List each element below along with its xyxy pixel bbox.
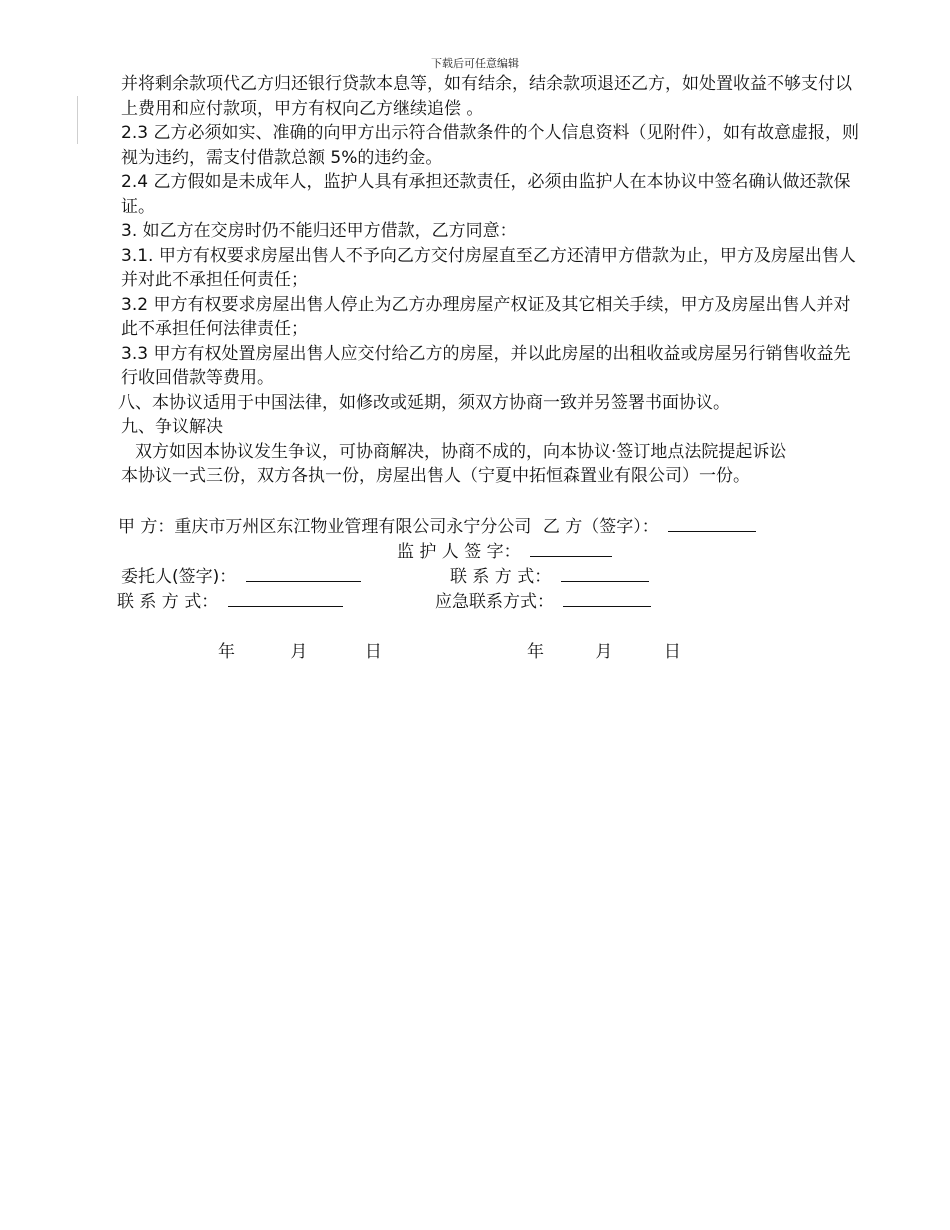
party-b-label: 乙 方（签字）： — [542, 517, 659, 537]
agreement-body — [118, 72, 863, 489]
dispute-text: 双方如因本协议发生争议，可协商解决，协商不成的，向本协议·签订地点法院提起诉讼 — [135, 441, 787, 462]
guardian-line — [397, 540, 612, 563]
party-a-line — [118, 515, 756, 538]
agent-label: 委托人(签字)： — [121, 567, 237, 587]
paragraph-remaining-funds: 并将剩余款项代乙方归还银行贷款本息等，如有结余，结余款项退还乙方，如处置收益不够支付以上费用和应付款项，甲方有权向乙方继续追偿 。 — [121, 74, 852, 119]
agent-line — [121, 565, 361, 588]
date-party-b — [527, 637, 681, 662]
emergency-contact-line — [435, 590, 651, 613]
contact-a-line — [117, 590, 343, 613]
paragraph-3: 3. 如乙方在交房时仍不能归还甲方借款，乙方同意： — [121, 221, 517, 241]
contact-b-line — [450, 565, 649, 588]
day-label: 日 — [364, 642, 382, 662]
paragraph-2-3: 2.3 乙方必须如实、准确的向甲方出示符合借款条件的个人信息资料（见附件），如有故意虚报，则视为违约，需支付借款总额 5%的违约金。 — [121, 123, 859, 168]
guardian-signature-blank[interactable] — [530, 540, 612, 557]
month-label: 月 — [290, 642, 308, 662]
month-label: 月 — [595, 642, 613, 662]
emergency-contact-blank[interactable] — [563, 590, 651, 607]
guardian-label: 监 护 人 签 字： — [397, 542, 521, 562]
paragraph-3-1: 3.1. 甲方有权要求房屋出售人不予向乙方交付房屋直至乙方还清甲方借款为止，甲方及房屋出售人并对此不承担任何责任； — [121, 245, 856, 290]
copies-text: 本协议一式三份，双方各执一份，房屋出售人（宁夏中拓恒森置业有限公司）一份。 — [121, 466, 750, 486]
emergency-contact-label: 应急联系方式： — [435, 592, 554, 612]
party-b-signature-blank[interactable] — [668, 515, 756, 532]
header-note: 下载后可任意编辑 — [431, 57, 519, 70]
party-a-label: 甲 方：重庆市万州区东江物业管理有限公司永宁分公司 — [118, 517, 532, 537]
paragraph-2-4: 2.4 乙方假如是未成年人，监护人具有承担还款责任，必须由监护人在本协议中签名确认做还款保证。 — [121, 172, 851, 217]
day-label: 日 — [663, 642, 681, 662]
paragraph-3-2: 3.2 甲方有权要求房屋出售人停止为乙方办理房屋产权证及其它相关手续，甲方及房屋出售人并对此不承担任何法律责任； — [121, 294, 851, 339]
agent-signature-blank[interactable] — [246, 565, 361, 582]
year-label: 年 — [527, 642, 544, 662]
contact-b-label: 联 系 方 式： — [450, 567, 552, 587]
clause-8: 八、本协议适用于中国法律，如修改或延期，须双方协商一致并另签署书面协议。 — [118, 392, 730, 413]
contact-a-blank[interactable] — [228, 590, 343, 607]
paragraph-3-3: 3.3 甲方有权处置房屋出售人应交付给乙方的房屋，并以此房屋的出租收益或房屋另行销售收益先行收回借款等费用。 — [121, 343, 851, 388]
margin-rule — [77, 96, 78, 144]
year-label: 年 — [218, 642, 235, 662]
contact-b-blank[interactable] — [561, 565, 649, 582]
clause-9-heading: 九、争议解决 — [121, 417, 223, 437]
contact-a-label: 联 系 方 式： — [117, 592, 219, 612]
date-party-a — [218, 637, 382, 662]
